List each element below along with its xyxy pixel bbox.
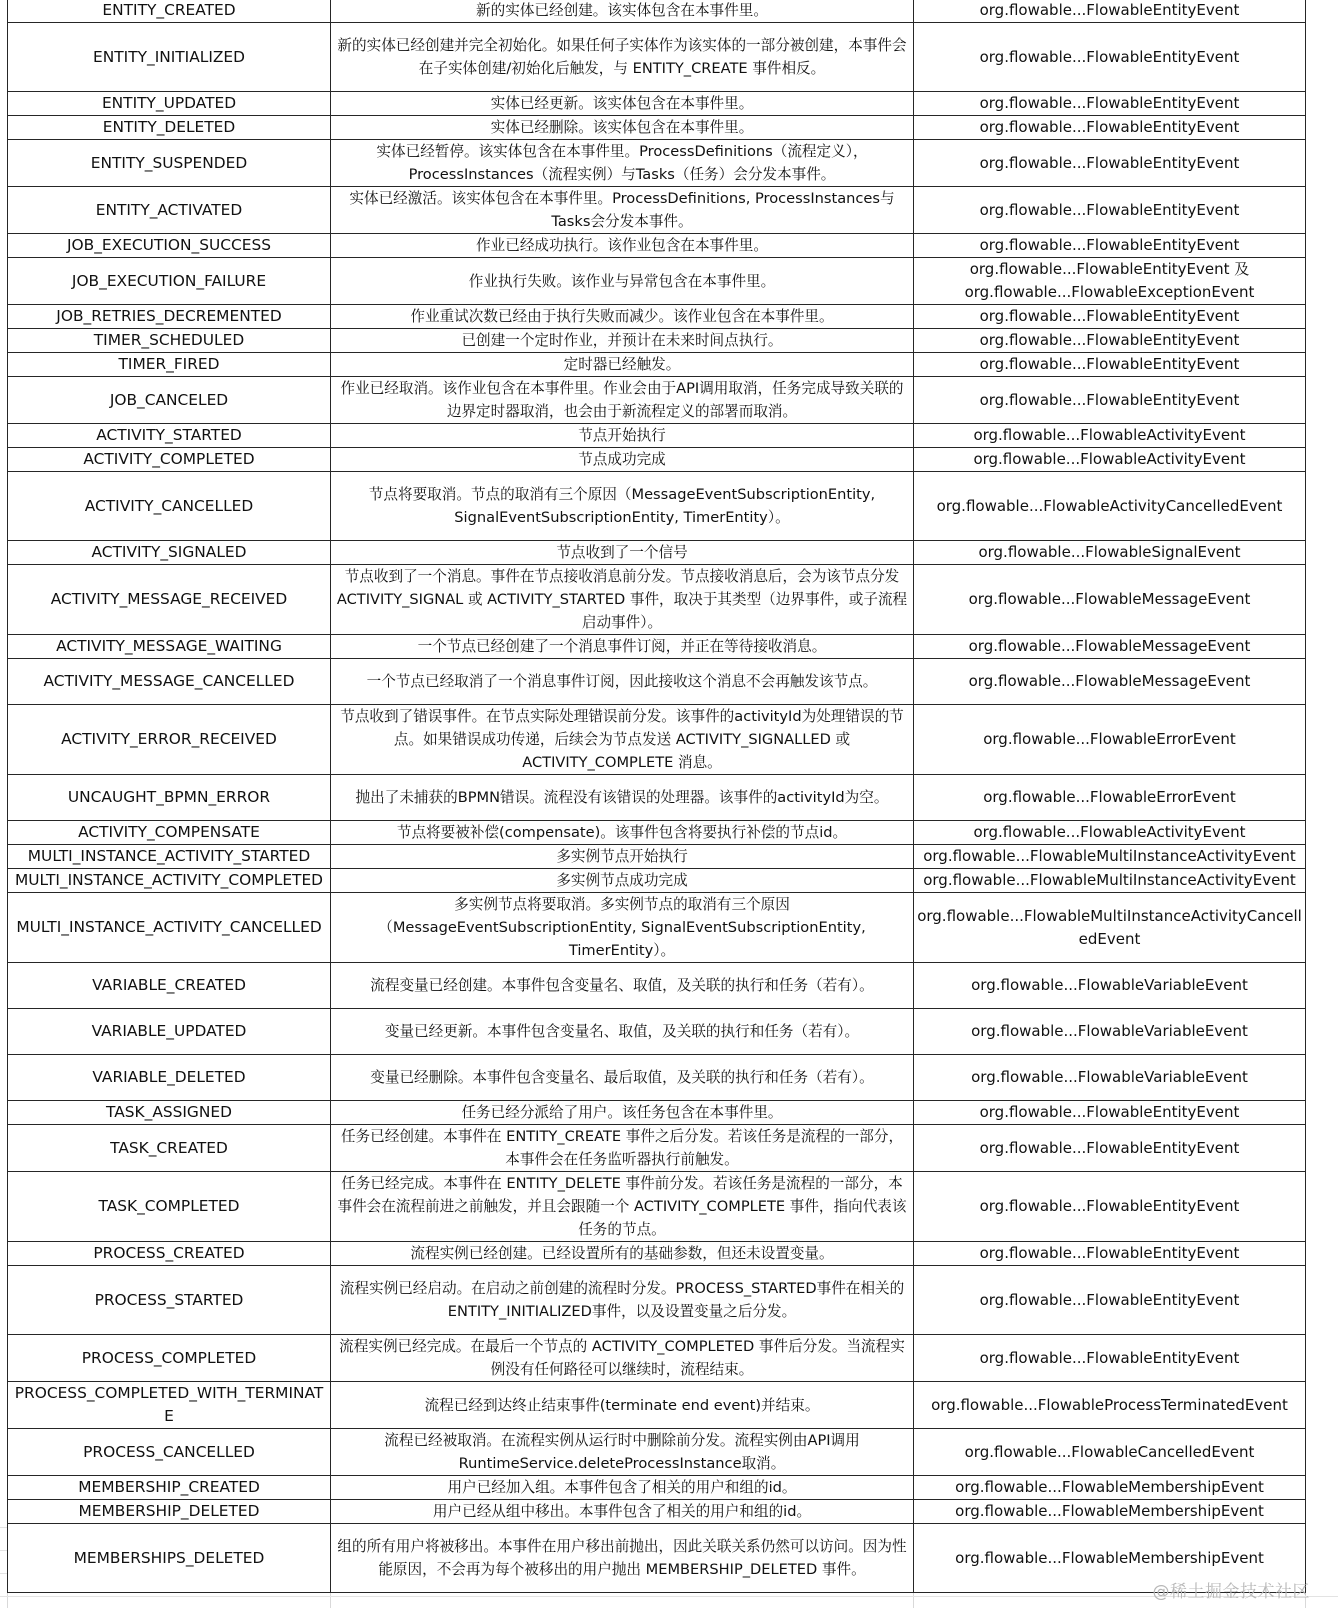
table-row (8, 1125, 1338, 1172)
empty-cell[interactable] (1306, 1500, 1338, 1524)
event-description-cell[interactable]: 节点收到了错误事件。在节点实际处理错误前分发。该事件的activityId为处理错误的节点。如果错误成功传递，后续会为节点发送 ACTIVITY_SIGNALLED 或 ACTIVITY_COMPLETE 消息。 (331, 705, 914, 775)
event-description-cell[interactable]: 多实例节点成功完成 (331, 869, 914, 893)
empty-cell[interactable] (1306, 140, 1338, 187)
event-class-cell[interactable]: org.flowable...FlowableEntityEvent (914, 329, 1306, 353)
empty-cell[interactable] (1306, 424, 1338, 448)
event-description-cell[interactable]: 实体已经暂停。该实体包含在本事件里。ProcessDefinitions（流程定义），ProcessInstances（流程实例）与Tasks（任务）会分发本事件。 (331, 140, 914, 187)
empty-cell[interactable] (1306, 869, 1338, 893)
table-row (8, 472, 1338, 541)
event-description-cell[interactable]: 新的实体已经创建。该实体包含在本事件里。 (331, 0, 914, 23)
event-class-cell[interactable]: org.flowable...FlowableMessageEvent (914, 565, 1306, 635)
event-name-cell[interactable]: TIMER_SCHEDULED (8, 329, 331, 353)
event-description-cell[interactable]: 流程已经到达终止结束事件(terminate end event)并结束。 (331, 1382, 914, 1429)
table-row (8, 1500, 1338, 1524)
table-row (8, 234, 1338, 258)
event-name-cell[interactable]: ACTIVITY_MESSAGE_WAITING (8, 635, 331, 659)
table-row (8, 1524, 1338, 1593)
event-name-cell[interactable]: MEMBERSHIPS_DELETED (8, 1524, 331, 1593)
event-name-cell[interactable]: PROCESS_COMPLETED_WITH_TERMINATE (8, 1382, 331, 1429)
table-row (8, 424, 1338, 448)
event-description-cell[interactable]: 多实例节点将要取消。多实例节点的取消有三个原因（MessageEventSubscriptionEntity, SignalEventSubscriptionEntity, TimerEntity）。 (331, 893, 914, 963)
table-row (8, 1101, 1338, 1125)
table-row (8, 869, 1338, 893)
event-class-cell[interactable]: org.flowable...FlowableEntityEvent (914, 377, 1306, 424)
empty-cell[interactable] (1306, 0, 1338, 23)
event-class-cell[interactable]: org.flowable...FlowableEntityEvent (914, 353, 1306, 377)
table-row (8, 92, 1338, 116)
event-class-cell[interactable]: org.flowable...FlowableSignalEvent (914, 541, 1306, 565)
event-class-cell[interactable]: org.flowable...FlowableVariableEvent (914, 963, 1306, 1009)
grid-row-line (0, 1596, 1338, 1597)
empty-cell[interactable] (1306, 1125, 1338, 1172)
empty-cell[interactable] (1306, 705, 1338, 775)
event-description-cell[interactable]: 作业已经取消。该作业包含在本事件里。作业会由于API调用取消，任务完成导致关联的边界定时器取消，也会由于新流程定义的部署而取消。 (331, 377, 914, 424)
event-name-cell[interactable]: PROCESS_STARTED (8, 1266, 331, 1335)
empty-cell[interactable] (1306, 1172, 1338, 1242)
event-description-cell[interactable]: 任务已经创建。本事件在 ENTITY_CREATE 事件之后分发。若该任务是流程的一部分，本事件会在任务监听器执行前触发。 (331, 1125, 914, 1172)
empty-cell[interactable] (1306, 187, 1338, 234)
event-name-cell[interactable]: ACTIVITY_MESSAGE_CANCELLED (8, 659, 331, 705)
event-description-cell[interactable]: 实体已经删除。该实体包含在本事件里。 (331, 116, 914, 140)
event-description-cell[interactable]: 实体已经激活。该实体包含在本事件里。ProcessDefinitions, ProcessInstances与Tasks会分发本事件。 (331, 187, 914, 234)
event-class-cell[interactable]: org.flowable...FlowableEntityEvent (914, 140, 1306, 187)
empty-cell[interactable] (1306, 377, 1338, 424)
table-row (8, 1382, 1338, 1429)
empty-cell[interactable] (1306, 472, 1338, 541)
event-class-cell[interactable]: org.flowable...FlowableMultiInstanceActivityEvent (914, 869, 1306, 893)
empty-cell[interactable] (1306, 775, 1338, 821)
event-class-cell[interactable]: org.flowable...FlowableEntityEvent (914, 1125, 1306, 1172)
watermark: @稀土掘金技术社区 (1152, 1582, 1310, 1602)
event-class-cell[interactable]: org.flowable...FlowableEntityEvent (914, 187, 1306, 234)
empty-cell[interactable] (1306, 1055, 1338, 1101)
event-class-cell[interactable]: org.flowable...FlowableMembershipEvent (914, 1476, 1306, 1500)
empty-cell[interactable] (1306, 1476, 1338, 1500)
event-name-cell[interactable]: MULTI_INSTANCE_ACTIVITY_COMPLETED (8, 869, 331, 893)
event-name-cell[interactable]: ACTIVITY_ERROR_RECEIVED (8, 705, 331, 775)
event-name-cell[interactable]: PROCESS_CREATED (8, 1242, 331, 1266)
event-class-cell[interactable]: org.flowable...FlowableEntityEvent 及 org.flowable...FlowableExceptionEvent (914, 258, 1306, 305)
table-row (8, 1266, 1338, 1335)
empty-cell[interactable] (1306, 893, 1338, 963)
event-description-cell[interactable]: 一个节点已经创建了一个消息事件订阅，并正在等待接收消息。 (331, 635, 914, 659)
empty-cell[interactable] (1306, 845, 1338, 869)
event-description-cell[interactable]: 组的所有用户将被移出。本事件在用户移出前抛出，因此关联关系仍然可以访问。因为性能原因，不会再为每个被移出的用户抛出 MEMBERSHIP_DELETED 事件。 (331, 1524, 914, 1593)
event-class-cell[interactable]: org.flowable...FlowableEntityEvent (914, 234, 1306, 258)
event-name-cell[interactable]: ENTITY_ACTIVATED (8, 187, 331, 234)
table-row (8, 541, 1338, 565)
event-name-cell[interactable]: ACTIVITY_MESSAGE_RECEIVED (8, 565, 331, 635)
event-description-cell[interactable]: 节点收到了一个信号 (331, 541, 914, 565)
event-name-cell[interactable]: ACTIVITY_STARTED (8, 424, 331, 448)
table-row (8, 329, 1338, 353)
event-class-cell[interactable]: org.flowable...FlowableVariableEvent (914, 1009, 1306, 1055)
empty-cell[interactable] (1306, 448, 1338, 472)
table-row (8, 705, 1338, 775)
empty-cell[interactable] (1306, 659, 1338, 705)
table-row (8, 1476, 1338, 1500)
event-class-cell[interactable]: org.flowable...FlowableEntityEvent (914, 116, 1306, 140)
event-description-cell[interactable]: 流程变量已经创建。本事件包含变量名、取值，及关联的执行和任务（若有）。 (331, 963, 914, 1009)
empty-cell[interactable] (1306, 1101, 1338, 1125)
event-class-cell[interactable]: org.flowable...FlowableMessageEvent (914, 635, 1306, 659)
event-name-cell[interactable]: MULTI_INSTANCE_ACTIVITY_CANCELLED (8, 893, 331, 963)
event-name-cell[interactable]: ACTIVITY_CANCELLED (8, 472, 331, 541)
event-name-cell[interactable]: JOB_RETRIES_DECREMENTED (8, 305, 331, 329)
event-name-cell[interactable]: ENTITY_SUSPENDED (8, 140, 331, 187)
empty-cell[interactable] (1306, 1382, 1338, 1429)
empty-cell[interactable] (1306, 353, 1338, 377)
event-name-cell[interactable]: PROCESS_COMPLETED (8, 1335, 331, 1382)
event-class-cell[interactable]: org.flowable...FlowableActivityEvent (914, 448, 1306, 472)
table-row (8, 893, 1338, 963)
table-row (8, 565, 1338, 635)
table-row (8, 635, 1338, 659)
event-description-cell[interactable]: 作业重试次数已经由于执行失败而减少。该作业包含在本事件里。 (331, 305, 914, 329)
empty-cell[interactable] (1306, 821, 1338, 845)
event-class-cell[interactable]: org.flowable...FlowableEntityEvent (914, 0, 1306, 23)
event-description-cell[interactable]: 新的实体已经创建并完全初始化。如果任何子实体作为该实体的一部分被创建，本事件会在子实体创建/初始化后触发，与 ENTITY_CREATE 事件相反。 (331, 23, 914, 92)
empty-cell[interactable] (1306, 305, 1338, 329)
event-description-cell[interactable]: 节点开始执行 (331, 424, 914, 448)
event-class-cell[interactable]: org.flowable...FlowableEntityEvent (914, 92, 1306, 116)
empty-cell[interactable] (1306, 541, 1338, 565)
empty-cell[interactable] (1306, 116, 1338, 140)
empty-cell[interactable] (1306, 963, 1338, 1009)
table-row (8, 258, 1338, 305)
event-description-cell[interactable]: 多实例节点开始执行 (331, 845, 914, 869)
event-description-cell[interactable]: 节点收到了一个消息。事件在节点接收消息前分发。节点接收消息后，会为该节点分发 ACTIVITY_SIGNAL 或 ACTIVITY_STARTED 事件，取决于其类型（边界事件，或子流程启动事件）。 (331, 565, 914, 635)
event-class-cell[interactable]: org.flowable...FlowableEntityEvent (914, 305, 1306, 329)
event-class-cell[interactable]: org.flowable...FlowableEntityEvent (914, 1242, 1306, 1266)
event-name-cell[interactable]: TIMER_FIRED (8, 353, 331, 377)
event-description-cell[interactable]: 用户已经加入组。本事件包含了相关的用户和组的id。 (331, 1476, 914, 1500)
event-name-cell[interactable]: JOB_EXECUTION_SUCCESS (8, 234, 331, 258)
empty-cell[interactable] (1306, 1335, 1338, 1382)
event-description-cell[interactable]: 流程已经被取消。在流程实例从运行时中删除前分发。流程实例由API调用RuntimeService.deleteProcessInstance取消。 (331, 1429, 914, 1476)
event-description-cell[interactable]: 已创建一个定时作业，并预计在未来时间点执行。 (331, 329, 914, 353)
event-name-cell[interactable]: VARIABLE_CREATED (8, 963, 331, 1009)
empty-cell[interactable] (1306, 1009, 1338, 1055)
table-row (8, 821, 1338, 845)
event-name-cell[interactable]: MEMBERSHIP_DELETED (8, 1500, 331, 1524)
event-name-cell[interactable]: VARIABLE_DELETED (8, 1055, 331, 1101)
table-row (8, 353, 1338, 377)
table-row (8, 377, 1338, 424)
table-row (8, 845, 1338, 869)
event-class-cell[interactable]: org.flowable...FlowableMembershipEvent (914, 1500, 1306, 1524)
event-class-cell[interactable]: org.flowable...FlowableMessageEvent (914, 659, 1306, 705)
event-class-cell[interactable]: org.flowable...FlowableMultiInstanceActivityEvent (914, 845, 1306, 869)
event-class-cell[interactable]: org.flowable...FlowableEntityEvent (914, 1266, 1306, 1335)
table-row (8, 1242, 1338, 1266)
event-description-cell[interactable]: 抛出了未捕获的BPMN错误。流程没有该错误的处理器。该事件的activityId为空。 (331, 775, 914, 821)
event-name-cell[interactable]: JOB_CANCELED (8, 377, 331, 424)
event-name-cell[interactable]: PROCESS_CANCELLED (8, 1429, 331, 1476)
event-name-cell[interactable]: MEMBERSHIP_CREATED (8, 1476, 331, 1500)
event-name-cell[interactable]: TASK_COMPLETED (8, 1172, 331, 1242)
table-row (8, 187, 1338, 234)
empty-cell[interactable] (1306, 329, 1338, 353)
event-class-cell[interactable]: org.flowable...FlowableEntityEvent (914, 1101, 1306, 1125)
empty-cell[interactable] (1306, 258, 1338, 305)
empty-cell[interactable] (1306, 1524, 1338, 1593)
table-row (8, 1335, 1338, 1382)
table-row (8, 140, 1338, 187)
table-row (8, 775, 1338, 821)
event-name-cell[interactable]: TASK_ASSIGNED (8, 1101, 331, 1125)
event-description-cell[interactable]: 流程实例已经完成。在最后一个节点的 ACTIVITY_COMPLETED 事件后分发。当流程实例没有任何路径可以继续时，流程结束。 (331, 1335, 914, 1382)
event-description-cell[interactable]: 变量已经更新。本事件包含变量名、取值，及关联的执行和任务（若有）。 (331, 1009, 914, 1055)
event-description-cell[interactable]: 变量已经删除。本事件包含变量名、最后取值，及关联的执行和任务（若有）。 (331, 1055, 914, 1101)
event-name-cell[interactable]: ACTIVITY_COMPLETED (8, 448, 331, 472)
event-name-cell[interactable]: JOB_EXECUTION_FAILURE (8, 258, 331, 305)
event-description-cell[interactable]: 节点将要被补偿(compensate)。该事件包含将要执行补偿的节点id。 (331, 821, 914, 845)
event-class-cell[interactable]: org.flowable...FlowableErrorEvent (914, 775, 1306, 821)
empty-cell[interactable] (1306, 635, 1338, 659)
event-description-cell[interactable]: 节点成功完成 (331, 448, 914, 472)
empty-cell[interactable] (1306, 23, 1338, 92)
event-class-cell[interactable]: org.flowable...FlowableVariableEvent (914, 1055, 1306, 1101)
event-class-cell[interactable]: org.flowable...FlowableEntityEvent (914, 23, 1306, 92)
table-row (8, 448, 1338, 472)
event-name-cell[interactable]: MULTI_INSTANCE_ACTIVITY_STARTED (8, 845, 331, 869)
event-name-cell[interactable]: ENTITY_INITIALIZED (8, 23, 331, 92)
event-class-cell[interactable]: org.flowable...FlowableCancelledEvent (914, 1429, 1306, 1476)
table-row (8, 1055, 1338, 1101)
event-description-cell[interactable]: 任务已经分派给了用户。该任务包含在本事件里。 (331, 1101, 914, 1125)
event-class-cell[interactable]: org.flowable...FlowableActivityCancelledEvent (914, 472, 1306, 541)
event-name-cell[interactable]: VARIABLE_UPDATED (8, 1009, 331, 1055)
empty-cell[interactable] (1306, 234, 1338, 258)
event-class-cell[interactable]: org.flowable...FlowableEntityEvent (914, 1335, 1306, 1382)
event-description-cell[interactable]: 一个节点已经取消了一个消息事件订阅，因此接收这个消息不会再触发该节点。 (331, 659, 914, 705)
event-description-cell[interactable]: 流程实例已经创建。已经设置所有的基础参数，但还未设置变量。 (331, 1242, 914, 1266)
event-name-cell[interactable]: TASK_CREATED (8, 1125, 331, 1172)
table-row (8, 0, 1338, 23)
event-class-cell[interactable]: org.flowable...FlowableActivityEvent (914, 424, 1306, 448)
event-name-cell[interactable]: ENTITY_UPDATED (8, 92, 331, 116)
event-description-cell[interactable]: 节点将要取消。节点的取消有三个原因（MessageEventSubscriptionEntity, SignalEventSubscriptionEntity, TimerEntity）。 (331, 472, 914, 541)
event-name-cell[interactable]: ENTITY_CREATED (8, 0, 331, 23)
empty-cell[interactable] (1306, 565, 1338, 635)
event-name-cell[interactable]: ACTIVITY_COMPENSATE (8, 821, 331, 845)
table-row (8, 1009, 1338, 1055)
event-description-cell[interactable]: 实体已经更新。该实体包含在本事件里。 (331, 92, 914, 116)
table-row (8, 963, 1338, 1009)
event-class-cell[interactable]: org.flowable...FlowableEntityEvent (914, 1172, 1306, 1242)
event-description-cell[interactable]: 作业已经成功执行。该作业包含在本事件里。 (331, 234, 914, 258)
table-row (8, 659, 1338, 705)
empty-cell[interactable] (1306, 1242, 1338, 1266)
empty-cell[interactable] (1306, 92, 1338, 116)
event-description-cell[interactable]: 作业执行失败。该作业与异常包含在本事件里。 (331, 258, 914, 305)
event-class-cell[interactable]: org.flowable...FlowableMembershipEvent (914, 1524, 1306, 1593)
event-class-cell[interactable]: org.flowable...FlowableErrorEvent (914, 705, 1306, 775)
table-row (8, 23, 1338, 92)
event-description-cell[interactable]: 用户已经从组中移出。本事件包含了相关的用户和组的id。 (331, 1500, 914, 1524)
table-row (8, 1429, 1338, 1476)
empty-cell[interactable] (1306, 1266, 1338, 1335)
event-name-cell[interactable]: ACTIVITY_SIGNALED (8, 541, 331, 565)
event-class-cell[interactable]: org.flowable...FlowableProcessTerminatedEvent (914, 1382, 1306, 1429)
event-class-cell[interactable]: org.flowable...FlowableMultiInstanceActivityCancelledEvent (914, 893, 1306, 963)
table-row (8, 1172, 1338, 1242)
event-class-cell[interactable]: org.flowable...FlowableActivityEvent (914, 821, 1306, 845)
table-row (8, 305, 1338, 329)
table-row (8, 116, 1338, 140)
event-description-cell[interactable]: 定时器已经触发。 (331, 353, 914, 377)
event-description-cell[interactable]: 任务已经完成。本事件在 ENTITY_DELETE 事件前分发。若该任务是流程的一部分，本事件会在流程前进之前触发，并且会跟随一个 ACTIVITY_COMPLETE 事件，指向代表该任务的节点。 (331, 1172, 914, 1242)
event-name-cell[interactable]: UNCAUGHT_BPMN_ERROR (8, 775, 331, 821)
event-table-body (8, 0, 1338, 1593)
event-name-cell[interactable]: ENTITY_DELETED (8, 116, 331, 140)
event-description-cell[interactable]: 流程实例已经启动。在启动之前创建的流程时分发。PROCESS_STARTED事件在相关的ENTITY_INITIALIZED事件，以及设置变量之后分发。 (331, 1266, 914, 1335)
empty-cell[interactable] (1306, 1429, 1338, 1476)
event-table (7, 0, 1338, 1593)
